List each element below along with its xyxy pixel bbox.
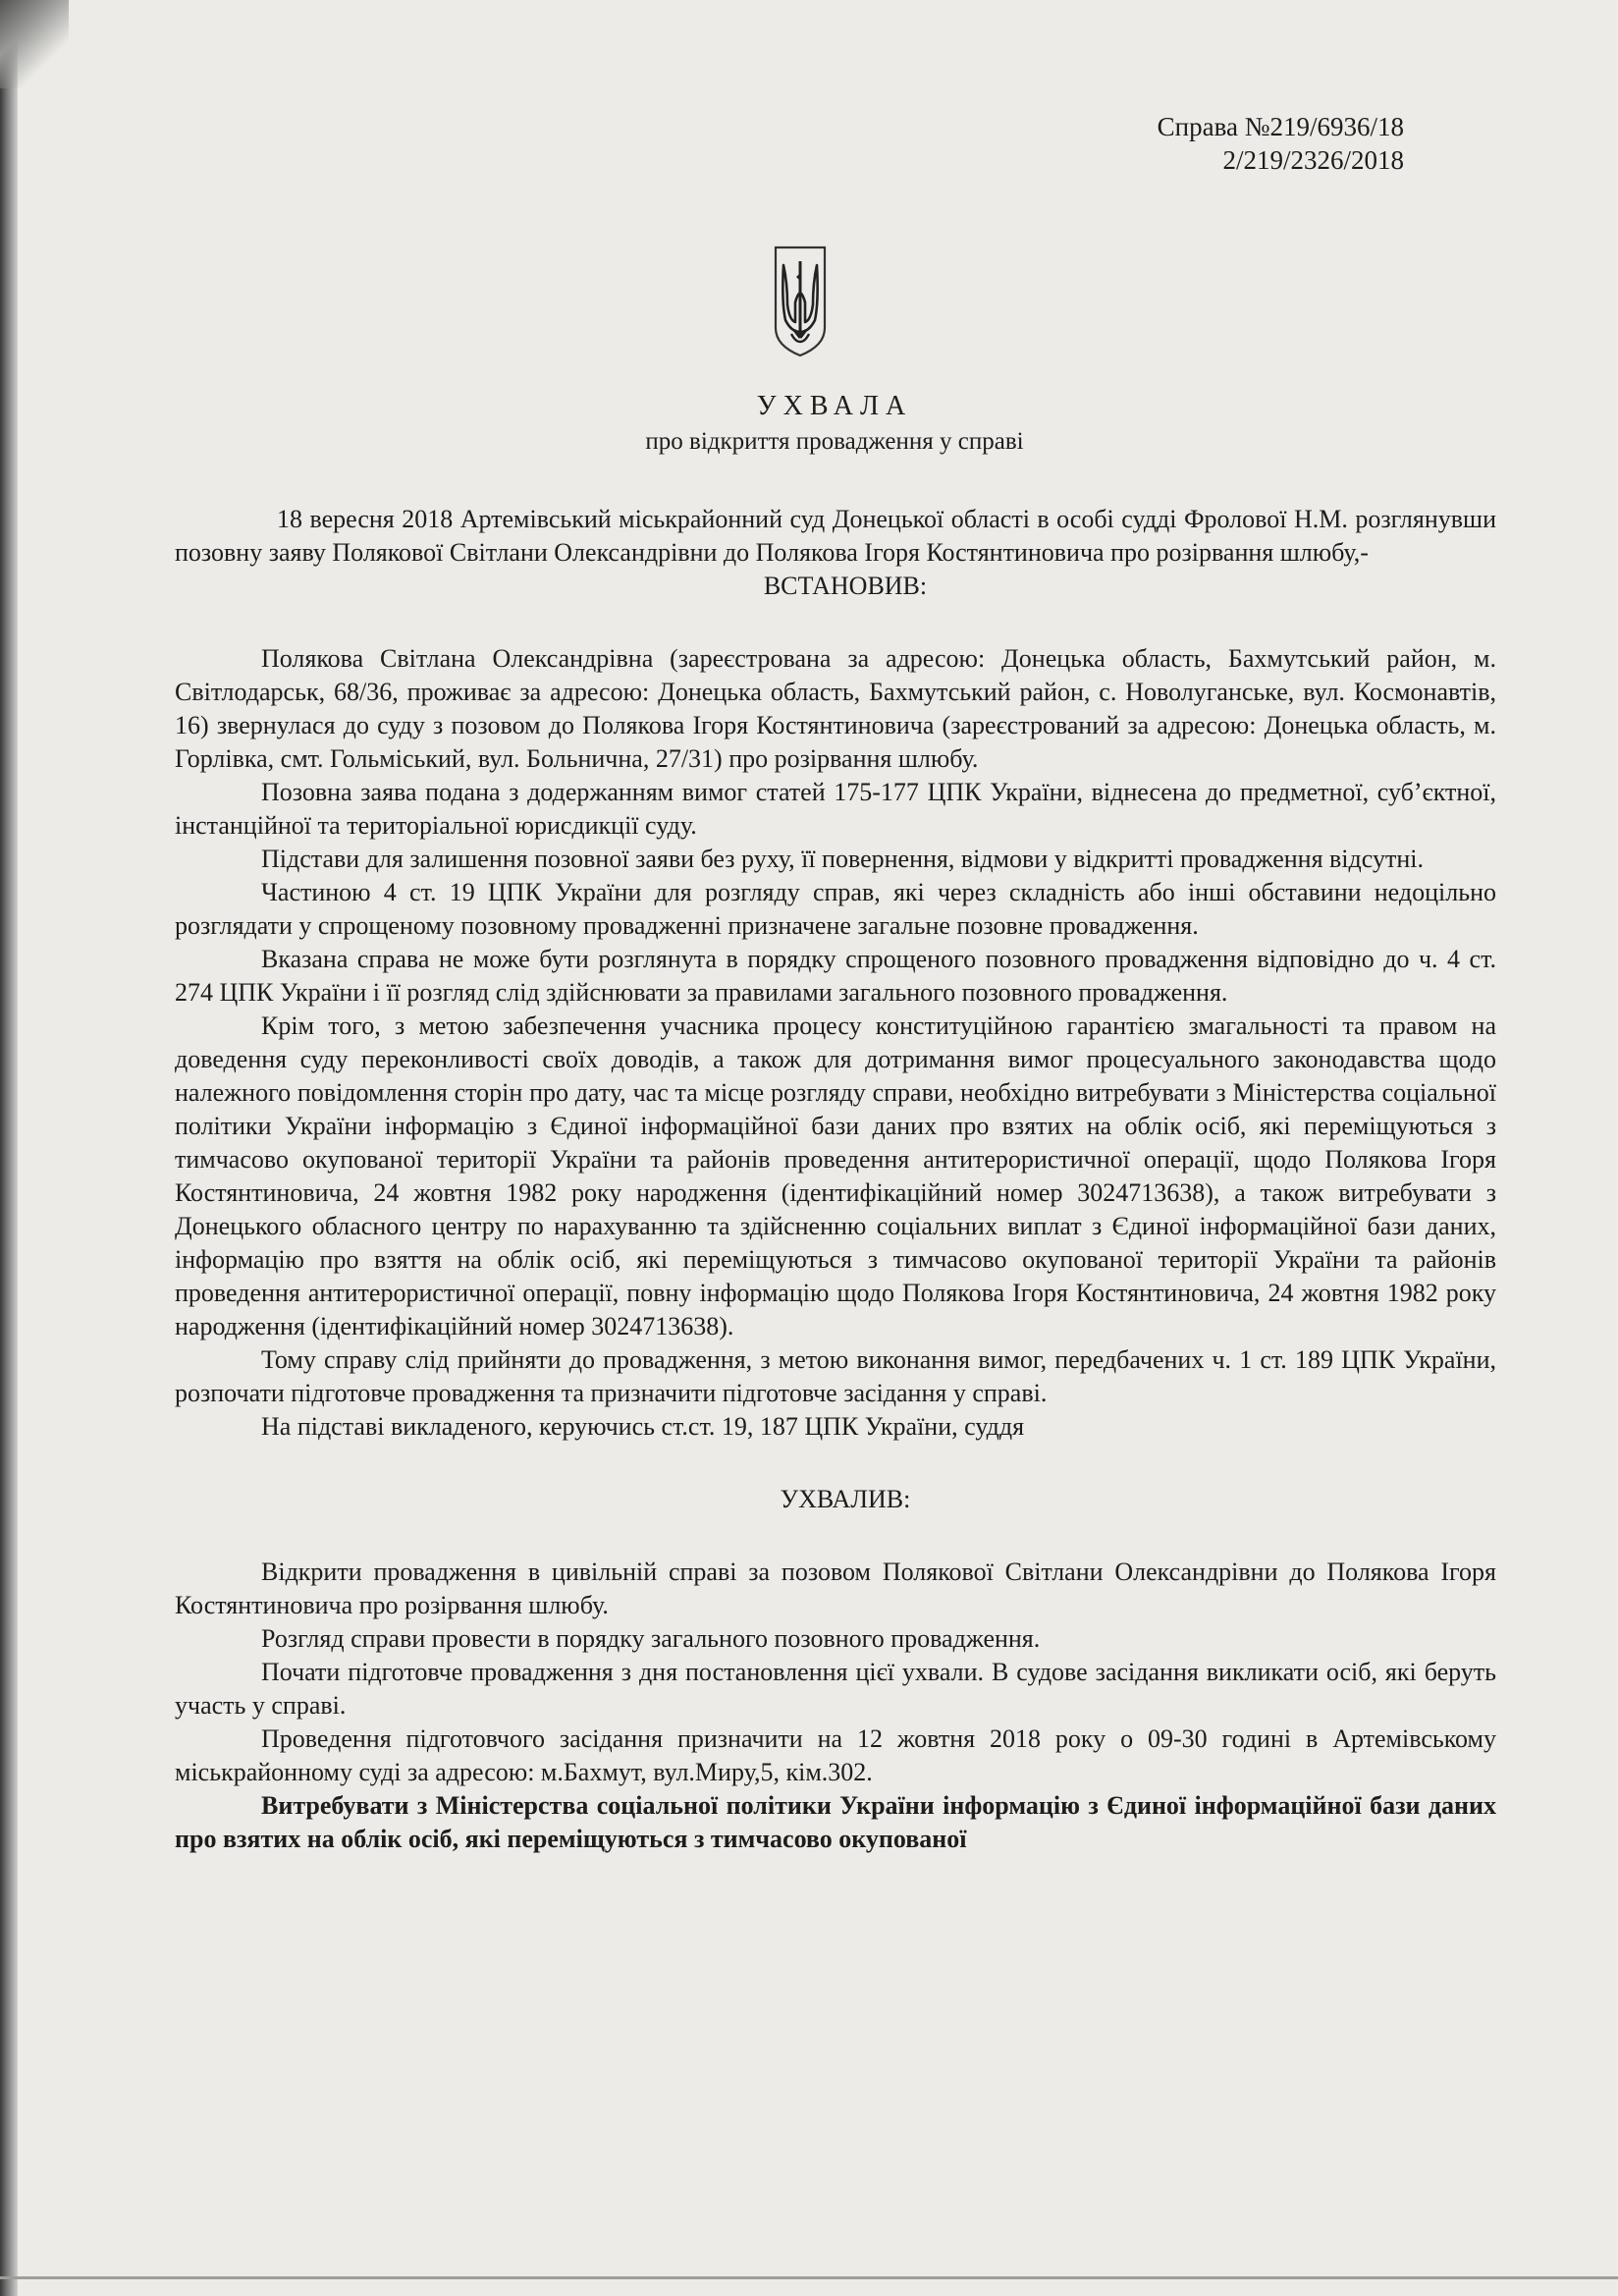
paragraph-established-7: Тому справу слід прийняти до провадження, з метою виконання вимог, передбачених ч. 1 ст. 189 ЦПК України, розпочати підготовче провадження та призначити підготовче засідання у справі. [175,1345,1496,1407]
paragraph-established-6: Крім того, з метою забезпечення учасника процесу конституційною гарантією змагальності та правом на доведення суду переконливості своїх доводів, а також для дотримання вимог процесуального законодавства щодо належного повідомлення сторін про дату, час та місце розгляду справи, необхідно витребувати з Міністерства соціальної політики України інформацію з Єдиної інформаційної бази даних про взятих на облік осіб, які переміщуються з тимчасово окупованої території України та районів проведення антитерористичної операції, щодо Полякова Ігоря Костянтиновича, 24 жовтня 1982 року народження (ідентифікаційний номер 3024713638), а також витребувати з Донецького обласного центру по нарахуванню та здійсненню соціальних виплат з Єдиної інформаційної бази даних, інформацію про взяття на облік осіб, які переміщуються з тимчасово окупованої території України та районів проведення антитерористичної операції, повну інформацію щодо Полякова Ігоря Костянтиновича, 24 жовтня 1982 року народження (ідентифікаційний номер 3024713638). [175,1011,1496,1340]
ruled-heading: УХВАЛИВ: [780,1485,911,1513]
paragraph-established-4: Частиною 4 ст. 19 ЦПК України для розгляду справ, які через складність або інші обставини недоцільно розглядати у спрощеному позовному провадженні призначене загальне позовне провадження. [175,878,1496,940]
spacer [175,603,1496,642]
paragraph-established-3: Підстави для залишення позовної заяви без руху, її повернення, відмови у відкритті провадження відсутні. [261,845,1424,873]
paragraph-ruled-3: Почати підготовче провадження з дня постановлення цієї ухвали. В судове засідання викликати осіб, які беруть участь у справі. [175,1658,1496,1720]
case-numbers [1158,110,1404,177]
document-body [175,503,1496,1856]
paragraph-established-8: На підставі викладеного, керуючись ст.ст. 19, 187 ЦПК України, суддя [261,1412,1025,1441]
document-subtitle: про відкриття провадження у справі [645,428,1024,455]
paragraph-established-1: Полякова Світлана Олександрівна (зареєстрована за адресою: Донецька область, Бахмутський район, м. Світлодарськ, 68/36, проживає за адресою: Донецька область, Бахмутський район, с. Новолуганське, вул. Космонавтів, 16) звернулася до суду з позовом до Полякова Ігоря Костянтиновича (зареєстрований за адресою: Донецька область, м. Горлівка, смт. Гольміський, вул. Больнична, 27/31) про розірвання шлюбу. [175,644,1496,773]
document-title: УХВАЛА [756,391,913,421]
paragraph-established-5: Вказана справа не може бути розглянута в порядку спрощеного позовного провадження відповідно до ч. 4 ст. 274 ЦПК України і її розгляд слід здійснювати за правилами загального позовного провадження. [175,945,1496,1007]
established-heading: ВСТАНОВИВ: [763,572,928,600]
spacer [175,1444,1496,1483]
bold-order-text: Витребувати з Міністерства соціальної політики України інформацію з Єдиної інформаційної бази даних про взятих на облік осіб, які переміщуються з тимчасово окупованої [175,1791,1496,1853]
spacer [175,1516,1496,1556]
intro-paragraph: 18 вересня 2018 Артемівський міськрайонний суд Донецької області в особі судді Фролової Н.М. розглянувши позовну заяву Полякової Світлани Олександрівни до Полякова Ігоря Костянтиновича про розірвання шлюбу,- [175,505,1496,567]
paragraph-ruled-4: Проведення підготовчого засідання призначити на 12 жовтня 2018 року о 09-30 годині в Артемівському міськрайонному суді за адресою: м.Бахмут, вул.Миру,5, кім.302. [175,1724,1496,1786]
paragraph-established-2: Позовна заява подана з додержанням вимог статей 175-177 ЦПК України, віднесена до предметної, суб’єктної, інстанційної та територіальної юрисдикції суду. [175,778,1496,840]
paragraph-ruled-5-bold [175,1789,1496,1856]
paragraph-ruled-1: Відкрити провадження в цивільній справі за позовом Полякової Світлани Олександрівни до Полякова Ігоря Костянтиновича про розірвання шлюбу. [175,1558,1496,1619]
registration-number: 2/219/2326/2018 [1222,145,1404,175]
case-number: Справа №219/6936/18 [1157,112,1404,141]
trident-coat-of-arms-icon [772,244,829,359]
paragraph-ruled-2: Розгляд справи провести в порядку загального позовного провадження. [261,1624,1041,1653]
